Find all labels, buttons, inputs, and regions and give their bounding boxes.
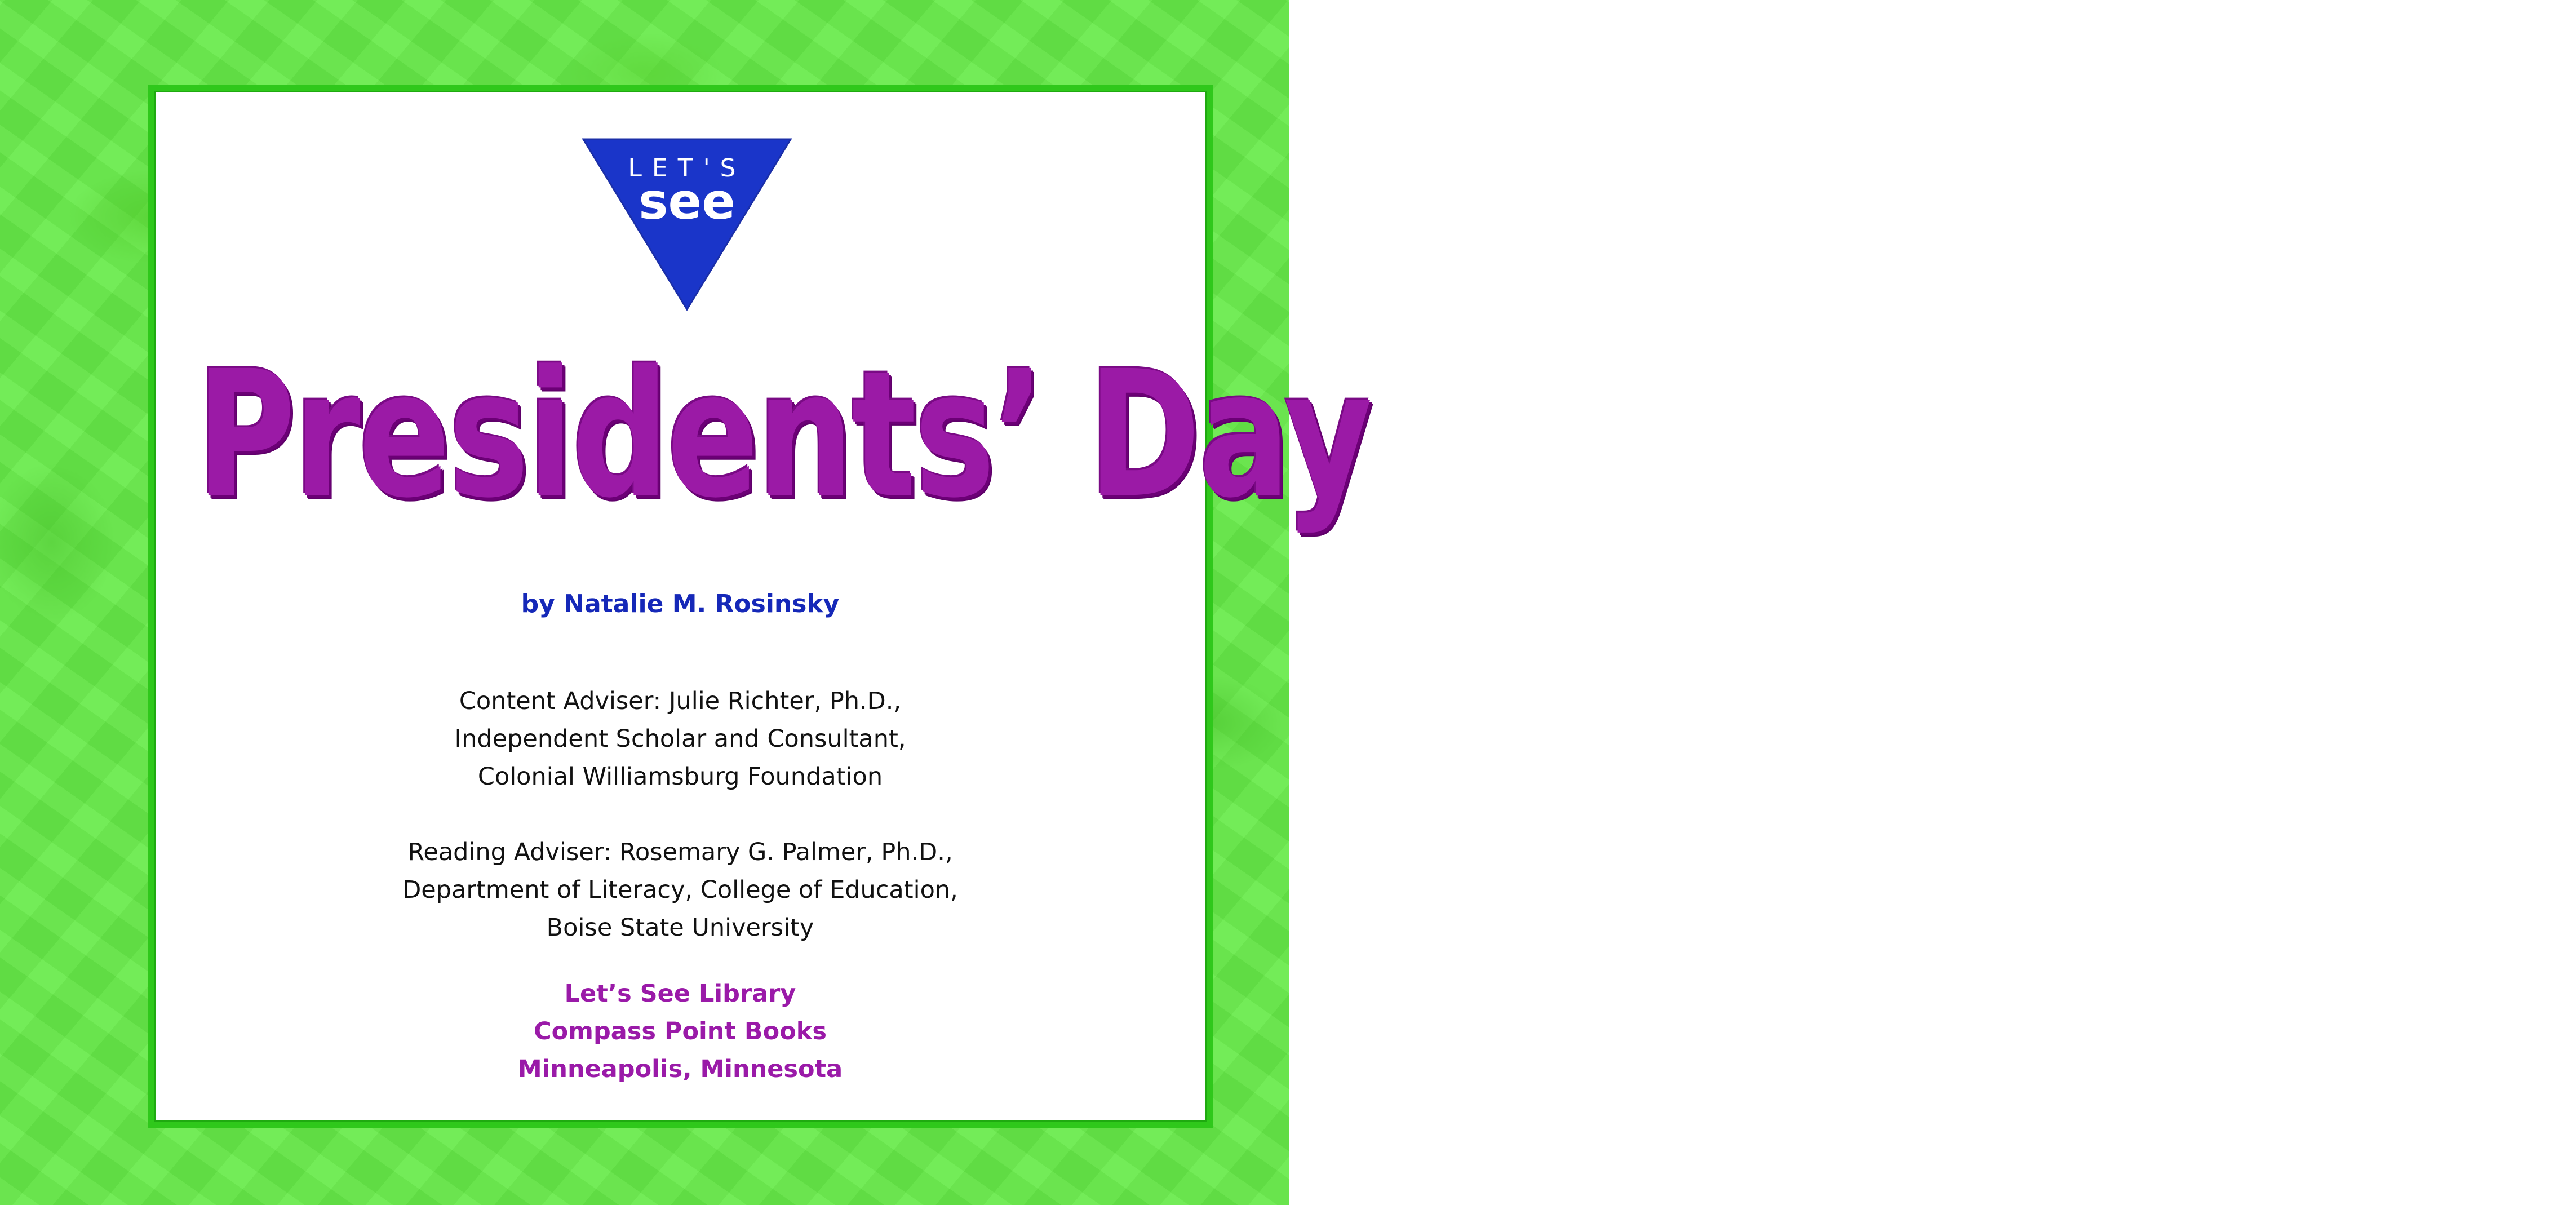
- publisher-series: Let’s See Library: [564, 980, 796, 1008]
- content-adviser-block: [154, 683, 1207, 796]
- reading-adviser-line-3: Boise State University: [546, 914, 814, 942]
- lets-see-logo: [582, 137, 792, 312]
- content-adviser-line-2: Independent Scholar and Consultant,: [454, 725, 906, 753]
- reading-adviser-line-2: Department of Literacy, College of Education,: [402, 876, 958, 904]
- publisher-name: Compass Point Books: [534, 1017, 827, 1045]
- logo-top-text: LET'S: [628, 154, 746, 183]
- publisher-location: Minneapolis, Minnesota: [517, 1055, 843, 1083]
- book-title: Presidents’ Day: [196, 333, 1371, 537]
- advisers-section: [154, 683, 1207, 985]
- title-panel: [148, 85, 1371, 1128]
- content-adviser-line-1: Content Adviser: Julie Richter, Ph.D.,: [459, 687, 902, 715]
- reading-adviser-line-1: Reading Adviser: Rosemary G. Palmer, Ph.D.,: [407, 838, 953, 866]
- reading-adviser-block: [154, 834, 1207, 947]
- content-adviser-line-3: Colonial Williamsburg Foundation: [477, 763, 883, 791]
- logo-main-text: see: [639, 172, 735, 231]
- logo-triangle-icon: [582, 137, 792, 312]
- publisher-block: [154, 975, 1207, 1088]
- author-line: by Natalie M. Rosinsky: [521, 590, 840, 618]
